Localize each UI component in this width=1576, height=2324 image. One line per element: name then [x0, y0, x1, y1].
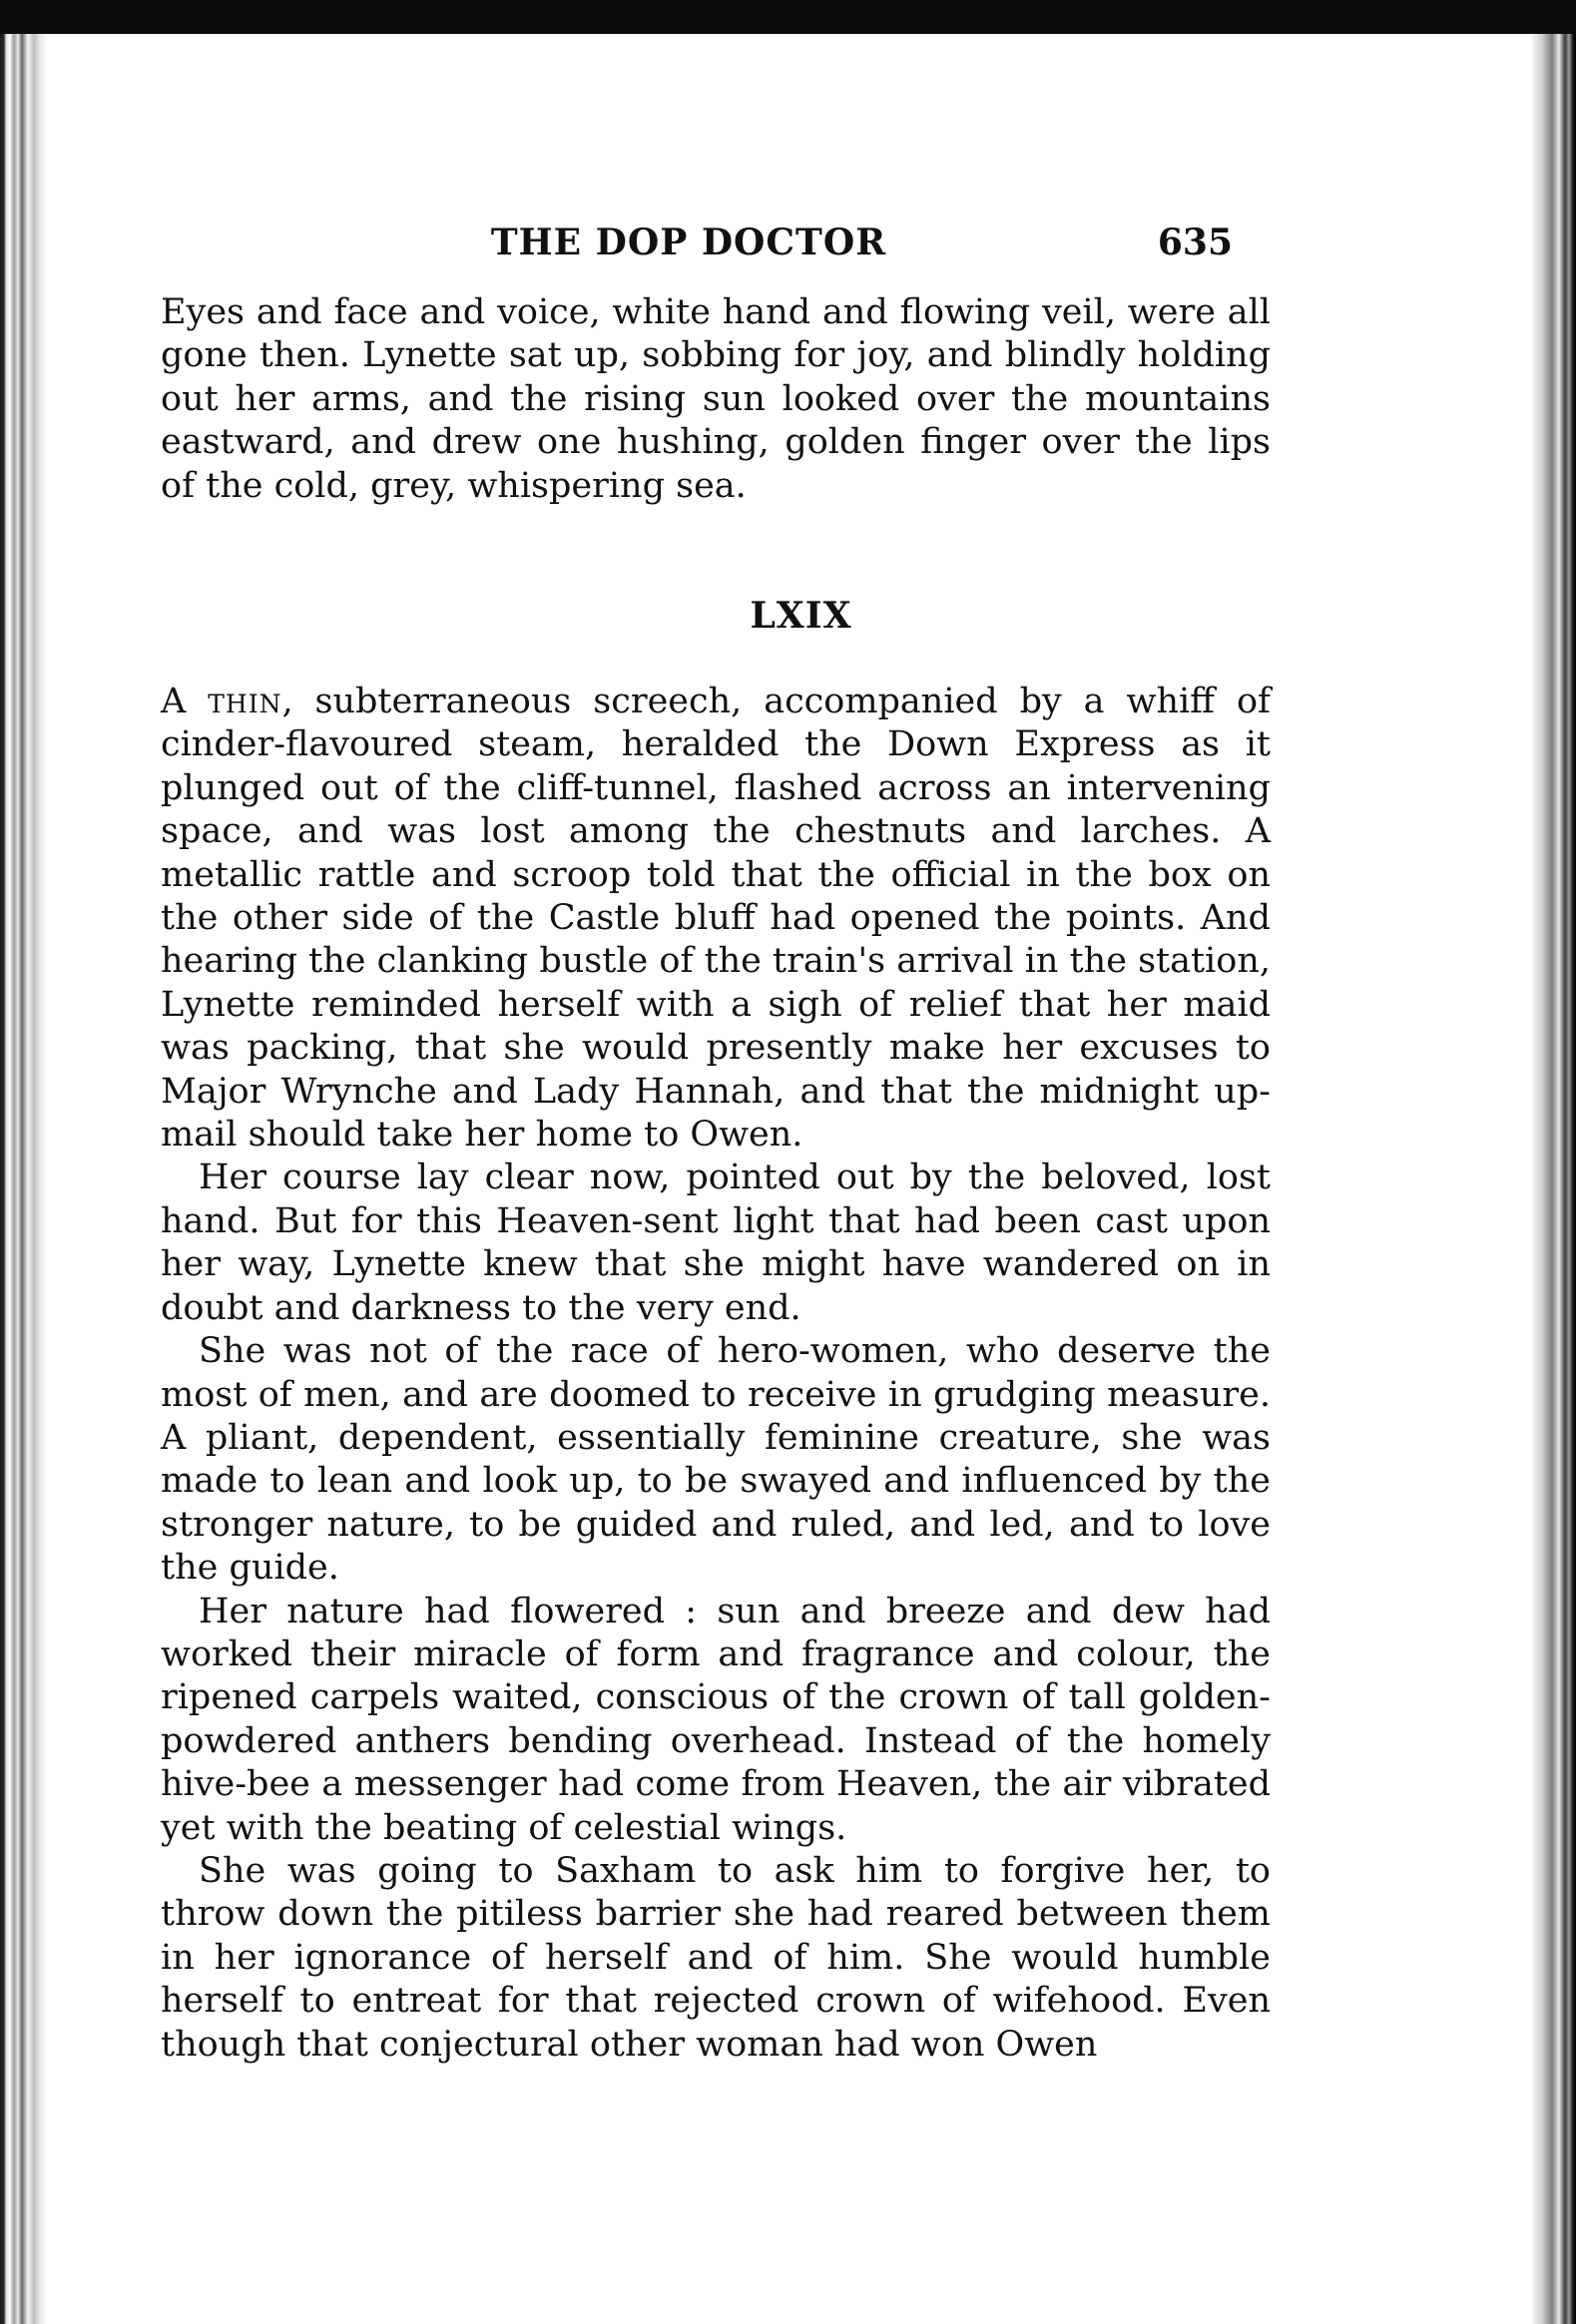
book-right-edge — [1532, 34, 1576, 2324]
book-title: THE DOP DOCTOR — [490, 222, 887, 263]
opening-letter: A — [161, 682, 187, 721]
paragraph: She was going to Saxham to ask him to forgive her, to throw down the pitiless barrier she had reared between them in her ignorance of herself and of him. She would humble herself to entreat for that rejected crown of wifehood. Even though that conjectural other woman had won Owen — [161, 1850, 1271, 2065]
page-number: 635 — [1157, 222, 1233, 263]
book-page — [48, 34, 1532, 2324]
running-header — [48, 222, 1532, 281]
paragraph: She was not of the race of hero-women, who deserve the most of men, and are doomed to receive in grudging measure. A pliant, dependent, essentially feminine creature, she was made to lean and look up, to be swayed and influenced by the stronger nature, to be guided and ruled, and led, and to love the guide. — [161, 1331, 1271, 1589]
chapter-body-text — [161, 681, 1271, 2067]
chapter-heading: LXIX — [750, 595, 852, 637]
chapter-end-text — [161, 291, 1271, 508]
paragraph-opening — [161, 681, 1271, 1157]
scan-top-border — [0, 0, 1576, 34]
paragraph: Her course lay clear now, pointed out by the beloved, lost hand. But for this Heaven-sent light that had been cast upon her way, Lynette knew that she might have wandered on in doubt and darkness to the very end. — [161, 1158, 1271, 1328]
book-left-edge — [0, 34, 48, 2324]
opening-smallcaps-word: thin — [208, 682, 282, 721]
opening-paragraph-text: , subterraneous screech, accompanied by a whiff of cinder-flavoured steam, heralded the Down Express as it plunged out of the cliff-tunnel, flashed across an intervening space, and was lost among the chestnuts and larches. A metallic rattle and scroop told that the official in the box on the other side of the Castle bluff had opened the points. And hearing the clanking bustle of the train's arrival in the station, Lynette reminded herself with a sigh of relief that her maid was packing, that she would presently make her excuses to Major Wrynche and Lady Hannah, and that the midnight up-mail should take her home to Owen. — [161, 682, 1271, 1156]
paragraph: Her nature had flowered : sun and breeze and dew had worked their miracle of form and fragrance and colour, the ripened carpels waited, conscious of the crown of tall golden-powdered anthers bending overhead. Instead of the homely hive-bee a messenger had come from Heaven, the air vibrated yet with the beating of celestial wings. — [161, 1591, 1271, 1848]
paragraph: Eyes and face and voice, white hand and flowing veil, were all gone then. Lynette sat up, sobbing for joy, and blindly holding out her arms, and the rising sun looked over the mountains eastward, and drew one hushing, golden finger over the lips of the cold, grey, whispering sea. — [161, 292, 1271, 506]
